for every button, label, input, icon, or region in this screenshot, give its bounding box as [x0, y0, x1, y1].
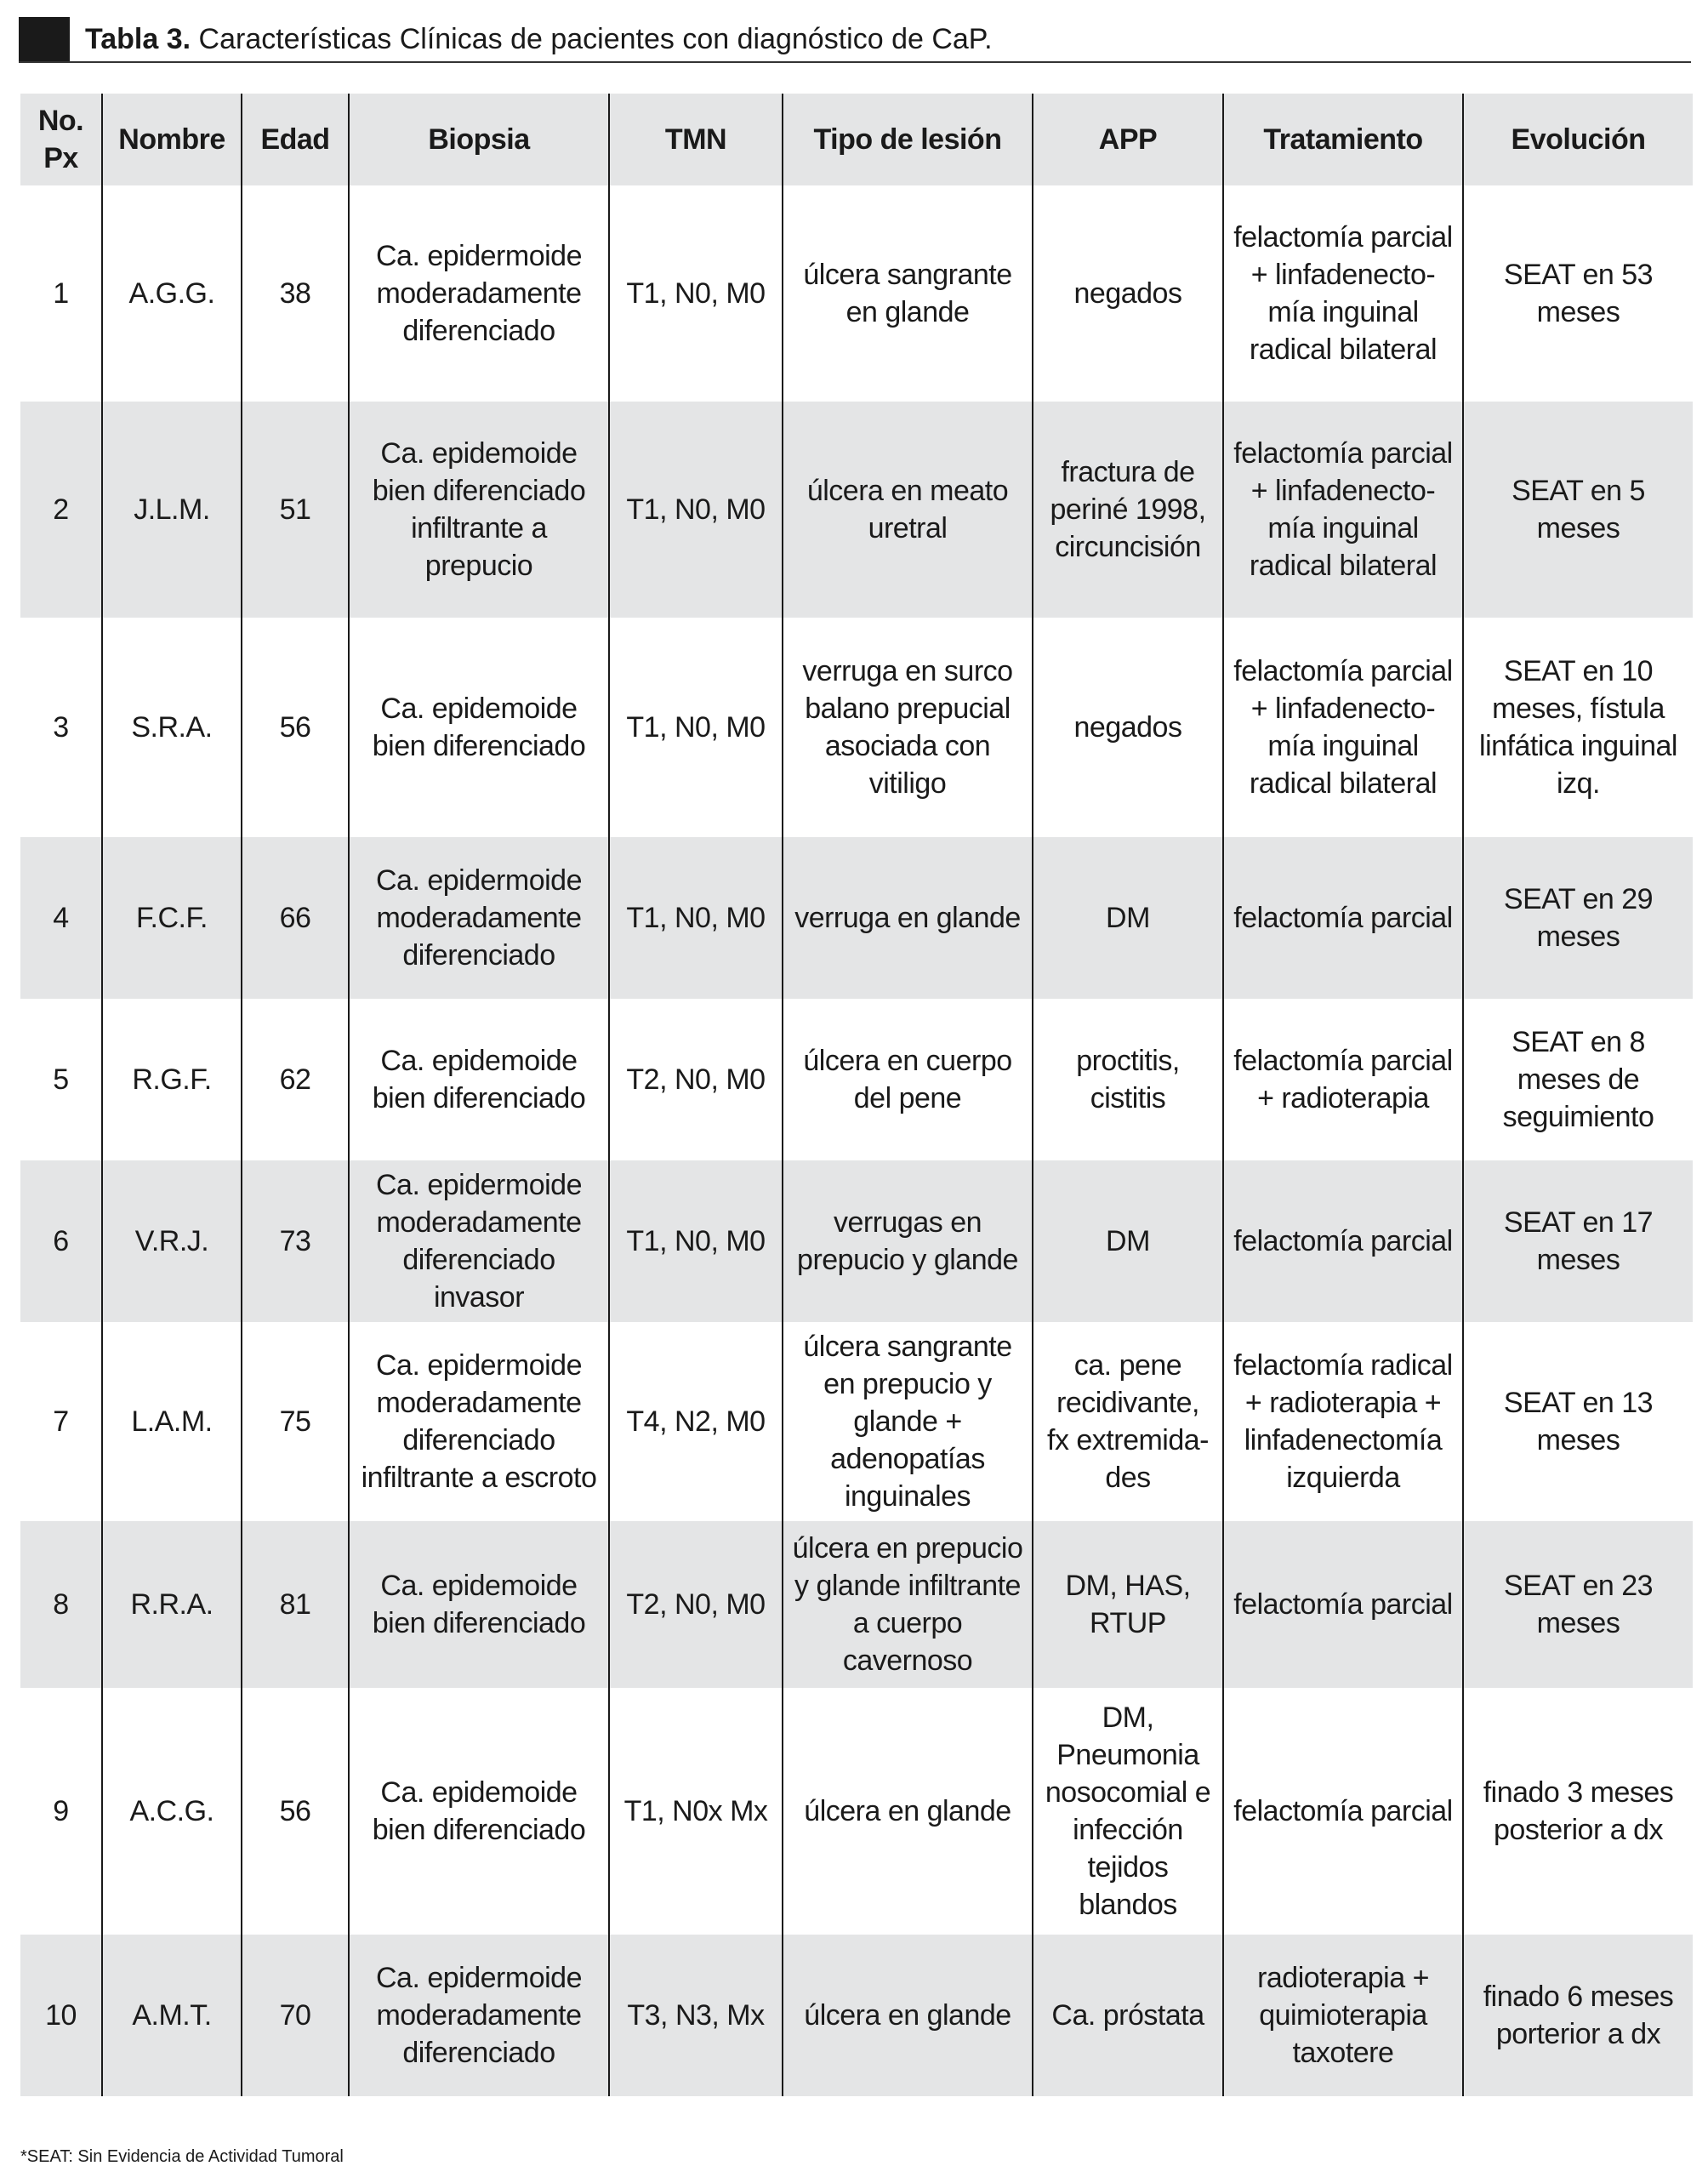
cell-no-px: 3 [20, 618, 102, 837]
cell-evolucion: SEAT en 23 meses [1463, 1521, 1693, 1688]
header-tipo-lesion: Tipo de lesión [783, 94, 1033, 185]
table-row [20, 1935, 1693, 2096]
cell-evolucion: SEAT en 53 meses [1463, 185, 1693, 402]
header-biopsia: Biopsia [349, 94, 609, 185]
cell-biopsia: Ca. epidermoide moderadamente diferenciado [349, 837, 609, 999]
header-tratamiento: Tratamiento [1223, 94, 1463, 185]
cell-biopsia: Ca. epidemoide bien diferenciado [349, 1521, 609, 1688]
cell-tratamiento: felactomía parcial + radioterapia [1223, 999, 1463, 1160]
cell-tipo-lesion: verruga en glande [783, 837, 1033, 999]
cell-edad: 56 [242, 618, 349, 837]
header-edad: Edad [242, 94, 349, 185]
cell-edad: 75 [242, 1322, 349, 1521]
cell-biopsia: Ca. epidermoide moderadamente diferenciado [349, 1935, 609, 2096]
cell-tipo-lesion: úlcera en cuerpo del pene [783, 999, 1033, 1160]
cell-app: negados [1033, 185, 1223, 402]
cell-tmn: T4, N2, M0 [609, 1322, 783, 1521]
table-row [20, 618, 1693, 837]
cell-tipo-lesion: verrugas en prepucio y glande [783, 1160, 1033, 1322]
cell-nombre: V.R.J. [102, 1160, 242, 1322]
cell-tratamiento: felactomía parcial [1223, 1521, 1463, 1688]
cell-app: fractura de periné 1998, circuncisión [1033, 402, 1223, 618]
cell-biopsia: Ca. epidemoide bien diferenciado infiltrante a prepucio [349, 402, 609, 618]
table-row [20, 185, 1693, 402]
cell-no-px: 4 [20, 837, 102, 999]
cell-no-px: 2 [20, 402, 102, 618]
cell-no-px: 1 [20, 185, 102, 402]
cell-tratamiento: radioterapia + quimioterapia taxotere [1223, 1935, 1463, 2096]
header-nombre: Nombre [102, 94, 242, 185]
cell-evolucion: finado 6 meses porterior a dx [1463, 1935, 1693, 2096]
cell-no-px: 9 [20, 1688, 102, 1935]
header-row [20, 94, 1693, 185]
caption-lead: Tabla 3. [85, 23, 191, 55]
table-row [20, 1521, 1693, 1688]
cell-edad: 81 [242, 1521, 349, 1688]
table-row [20, 402, 1693, 618]
cell-tratamiento: felactomía parcial [1223, 837, 1463, 999]
cell-app: negados [1033, 618, 1223, 837]
cell-tmn: T1, N0, M0 [609, 402, 783, 618]
table-caption [19, 17, 1691, 63]
cell-app: proctitis, cistitis [1033, 999, 1223, 1160]
table-row [20, 1160, 1693, 1322]
cell-edad: 51 [242, 402, 349, 618]
cell-tratamiento: felactomía parcial + linfadenecto-mía inguinal radical bilateral [1223, 618, 1463, 837]
footnote: *SEAT: Sin Evidencia de Actividad Tumoral [20, 2147, 344, 2166]
cell-tmn: T2, N0, M0 [609, 999, 783, 1160]
cell-biopsia: Ca. epidemoide bien diferenciado [349, 618, 609, 837]
header-evolucion: Evolución [1463, 94, 1693, 185]
cell-biopsia: Ca. epidermoide moderadamente diferenciado invasor [349, 1160, 609, 1322]
cell-nombre: R.G.F. [102, 999, 242, 1160]
cell-tratamiento: felactomía parcial [1223, 1160, 1463, 1322]
cell-tipo-lesion: úlcera en meato uretral [783, 402, 1033, 618]
cell-tmn: T1, N0, M0 [609, 1160, 783, 1322]
clinical-characteristics-table [20, 94, 1693, 2096]
cell-nombre: A.C.G. [102, 1688, 242, 1935]
cell-biopsia: Ca. epidermoide moderadamente diferenciado [349, 185, 609, 402]
cell-app: DM [1033, 1160, 1223, 1322]
cell-nombre: L.A.M. [102, 1322, 242, 1521]
cell-tratamiento: felactomía parcial + linfadenecto-mía inguinal radical bilateral [1223, 185, 1463, 402]
cell-tipo-lesion: verruga en surco balano prepucial asociada con vitiligo [783, 618, 1033, 837]
table-row [20, 1322, 1693, 1521]
cell-evolucion: SEAT en 10 meses, fístula linfática inguinal izq. [1463, 618, 1693, 837]
cell-app: DM [1033, 837, 1223, 999]
cell-tmn: T1, N0, M0 [609, 837, 783, 999]
cell-tipo-lesion: úlcera sangrante en glande [783, 185, 1033, 402]
cell-no-px: 10 [20, 1935, 102, 2096]
cell-tratamiento: felactomía parcial [1223, 1688, 1463, 1935]
cell-nombre: F.C.F. [102, 837, 242, 999]
cell-no-px: 5 [20, 999, 102, 1160]
table-row [20, 837, 1693, 999]
cell-tmn: T1, N0, M0 [609, 185, 783, 402]
cell-biopsia: Ca. epidemoide bien diferenciado [349, 999, 609, 1160]
cell-biopsia: Ca. epidemoide bien diferenciado [349, 1688, 609, 1935]
cell-evolucion: SEAT en 29 meses [1463, 837, 1693, 999]
cell-tmn: T1, N0, M0 [609, 618, 783, 837]
cell-edad: 70 [242, 1935, 349, 2096]
cell-tipo-lesion: úlcera sangrante en prepucio y glande + adenopatías inguinales [783, 1322, 1033, 1521]
cell-edad: 73 [242, 1160, 349, 1322]
table-row [20, 1688, 1693, 1935]
cell-app: ca. pene recidivante, fx extremida-des [1033, 1322, 1223, 1521]
cell-edad: 66 [242, 837, 349, 999]
cell-tmn: T3, N3, Mx [609, 1935, 783, 2096]
cell-no-px: 8 [20, 1521, 102, 1688]
cell-app: DM, HAS, RTUP [1033, 1521, 1223, 1688]
cell-no-px: 6 [20, 1160, 102, 1322]
cell-tmn: T1, N0x Mx [609, 1688, 783, 1935]
header-tmn: TMN [609, 94, 783, 185]
cell-edad: 62 [242, 999, 349, 1160]
cell-biopsia: Ca. epidermoide moderadamente diferenciado infiltrante a escroto [349, 1322, 609, 1521]
cell-tipo-lesion: úlcera en glande [783, 1688, 1033, 1935]
cell-no-px: 7 [20, 1322, 102, 1521]
cell-nombre: A.M.T. [102, 1935, 242, 2096]
cell-evolucion: SEAT en 17 meses [1463, 1160, 1693, 1322]
cell-tratamiento: felactomía parcial + linfadenecto-mía inguinal radical bilateral [1223, 402, 1463, 618]
cell-app: DM, Pneumonia nosocomial e infección tejidos blandos [1033, 1688, 1223, 1935]
cell-tratamiento: felactomía radical + radioterapia + linfadenectomía izquierda [1223, 1322, 1463, 1521]
cell-evolucion: SEAT en 8 meses de seguimiento [1463, 999, 1693, 1160]
cell-evolucion: SEAT en 13 meses [1463, 1322, 1693, 1521]
cell-nombre: A.G.G. [102, 185, 242, 402]
cell-tipo-lesion: úlcera en glande [783, 1935, 1033, 2096]
cell-edad: 38 [242, 185, 349, 402]
caption-marker [19, 17, 70, 61]
cell-evolucion: finado 3 meses posterior a dx [1463, 1688, 1693, 1935]
caption-rest: Características Clínicas de pacientes con diagnóstico de CaP. [191, 23, 993, 55]
cell-edad: 56 [242, 1688, 349, 1935]
header-app: APP [1033, 94, 1223, 185]
cell-evolucion: SEAT en 5 meses [1463, 402, 1693, 618]
cell-nombre: R.R.A. [102, 1521, 242, 1688]
cell-app: Ca. próstata [1033, 1935, 1223, 2096]
cell-nombre: S.R.A. [102, 618, 242, 837]
cell-nombre: J.L.M. [102, 402, 242, 618]
cell-tipo-lesion: úlcera en prepucio y glande infiltrante a cuerpo cavernoso [783, 1521, 1033, 1688]
table-row [20, 999, 1693, 1160]
caption-text [85, 20, 993, 58]
cell-tmn: T2, N0, M0 [609, 1521, 783, 1688]
header-no-px: No. Px [20, 94, 102, 185]
